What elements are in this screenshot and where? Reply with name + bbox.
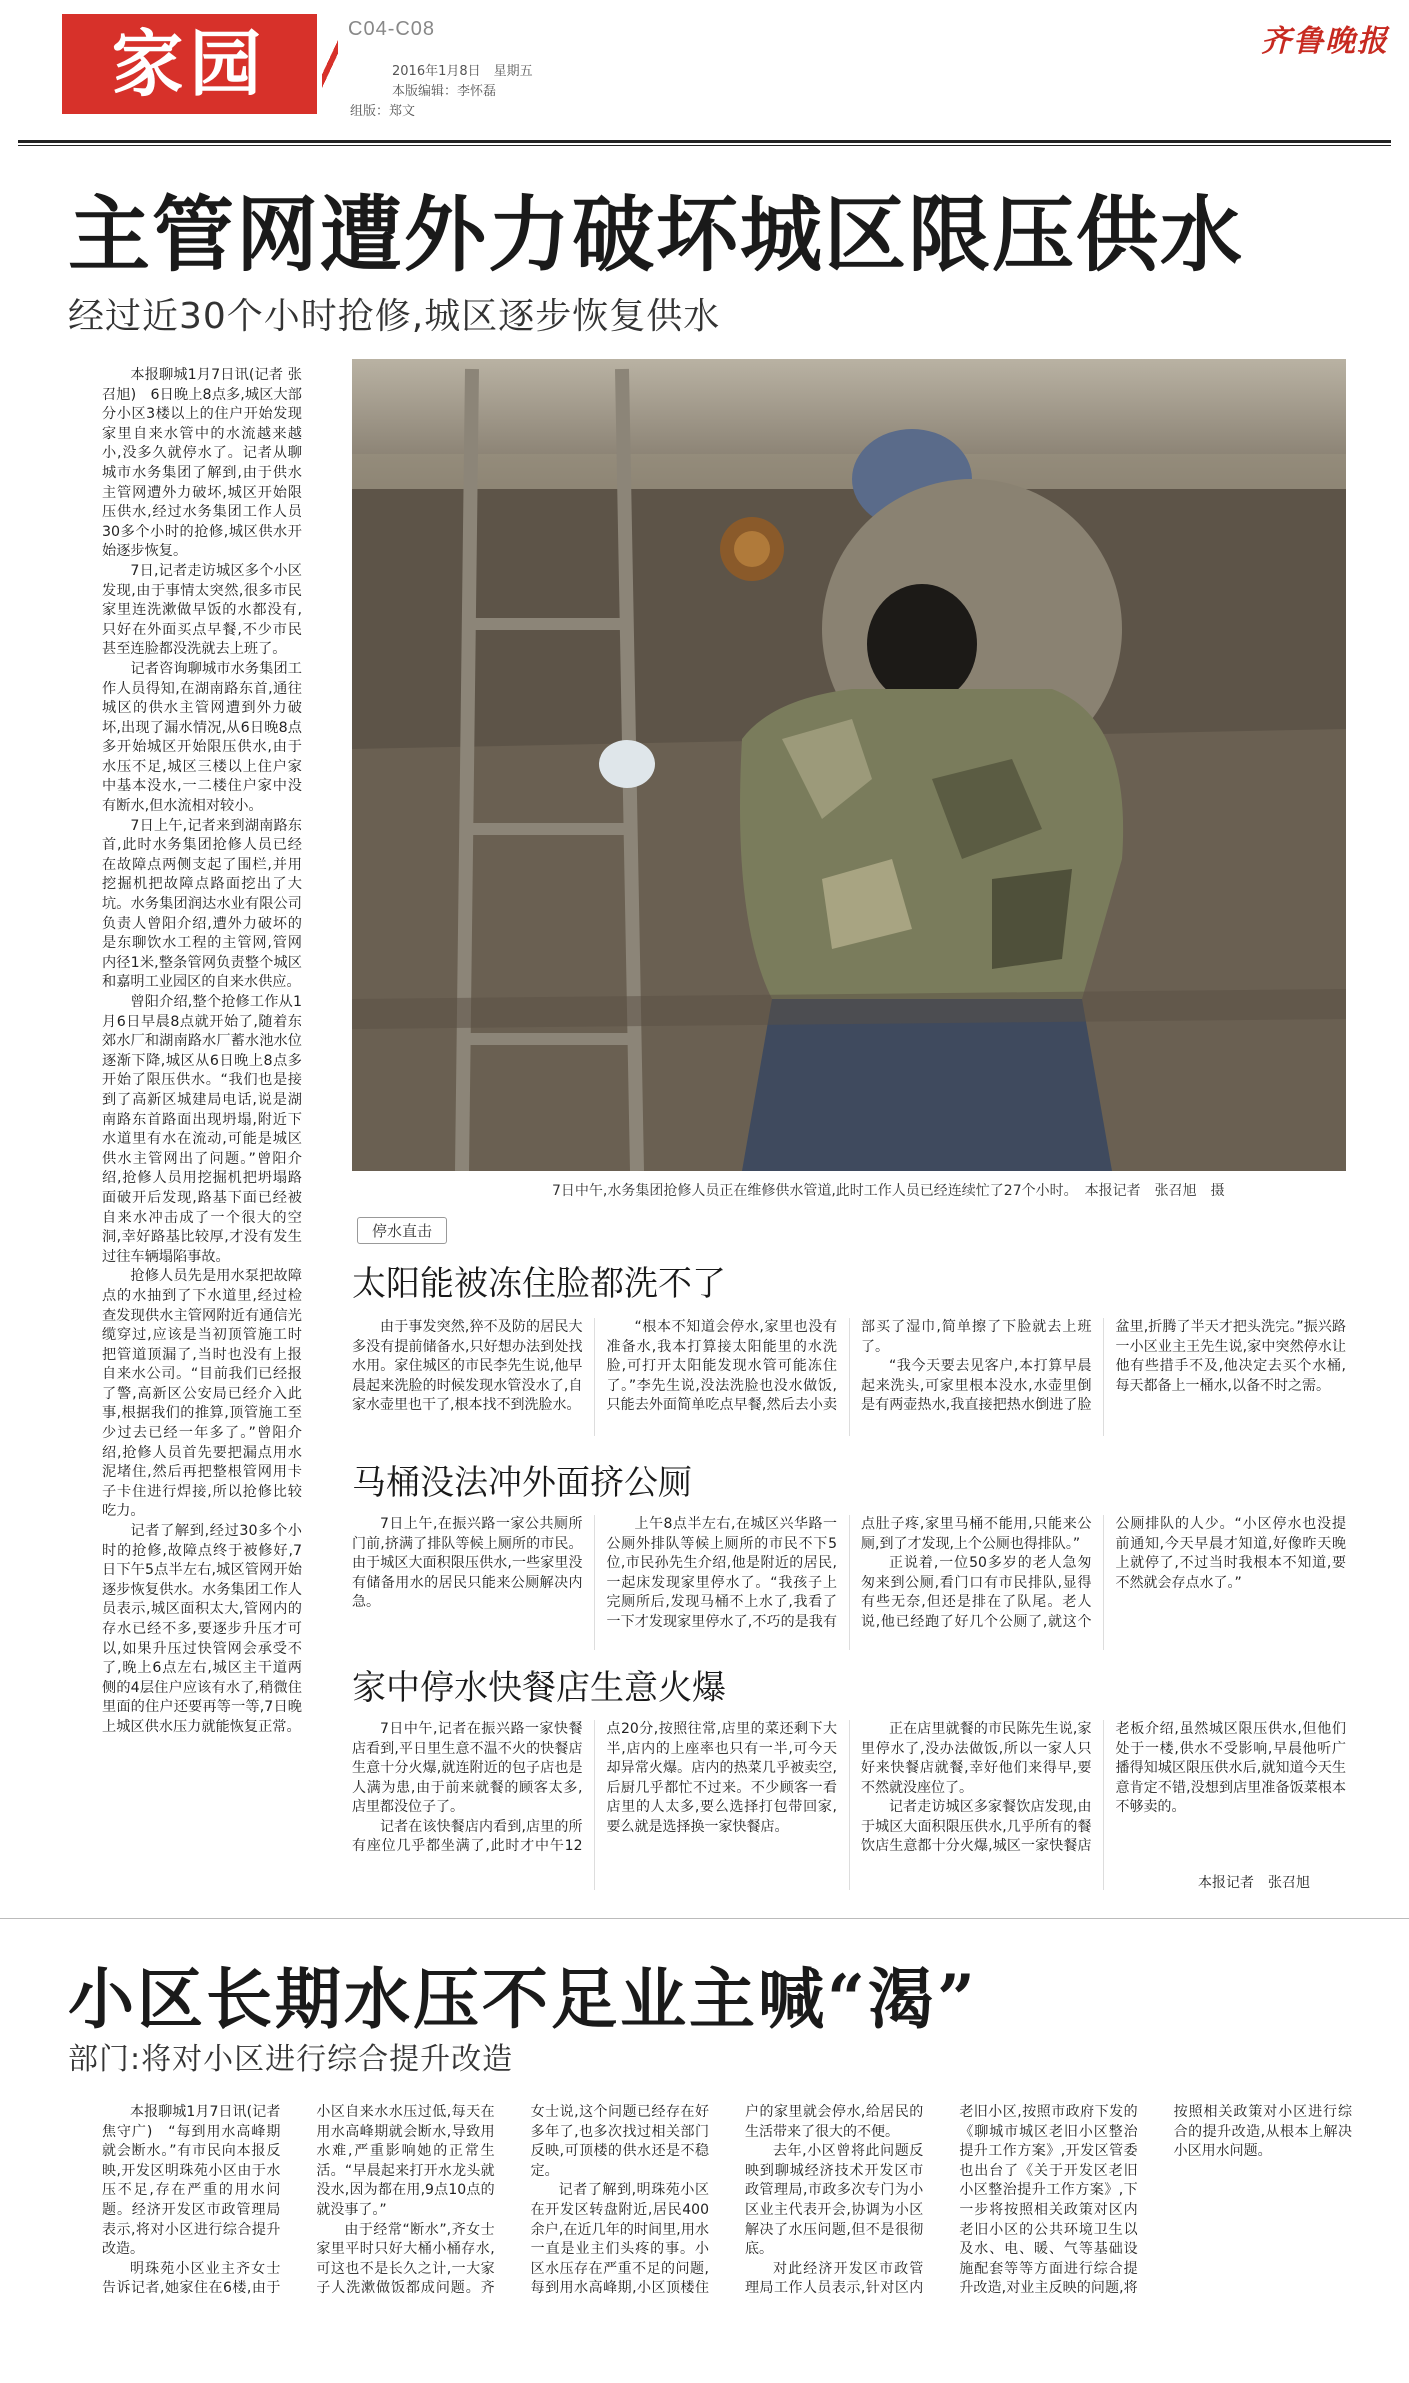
issue-date: 2016年1月8日 星期五 xyxy=(392,64,533,79)
article2-paragraph: 去年,小区曾将此问题反映到聊城经济技术开发区市政管理局,市政多次专门为小区业主代表开会,协调为小区解决了水压问题,但不是很彻底。 xyxy=(744,2143,924,2258)
section-paragraph: “我今天要去见客户,本打算早晨起来洗头,可家里根本没水,水壶里倒是有两壶热水,我直接把热水倒进了脸盆里,折腾了半天才把头洗完。”振兴路一小区业主王先生说,家中突然停水让他有些措手不及,他决定去买个水桶,每天都备上一桶水,以备不时之需。 xyxy=(861,1319,1346,1413)
section-paragraph: 记者在该快餐店内看到,店里的所有座位几乎都坐满了,此时才中午12点20分,按照往常,店里的菜还剩下大半,店内的上座率也只有一半,可今天却异常火爆。店内的热菜几乎被卖空,后厨几乎都忙不过来。不少顾客一看店里的人太多,要么选择打包带回家,要么就是选择换一家快餐店。 xyxy=(352,1721,837,1854)
main-subheadline: 经过近30个小时抢修,城区逐步恢复供水 xyxy=(68,296,721,337)
section-paragraph: 记者走访城区多家餐饮店发现,由于城区大面积限压供水,几乎所有的餐饮店生意都十分火爆,城区一家快餐店老板介绍,虽然城区限压供水,但他们处于一楼,供水不受影响,早晨他听广播得知城区限压供水后,就知道今天生意肯定不错,没想到店里准备饭菜根本不够卖的。 xyxy=(861,1721,1346,1854)
masthead-rule xyxy=(18,140,1391,143)
article2-paragraph: 明珠苑小区业主齐女士告诉记者,她家住在6楼,由于小区自来水水压过低,每天在用水高峰期就会断水,导致用水难,严重影响她的正常生活。“早晨起来打开水龙头就没水,因为都在用,9点10点的就没事了。” xyxy=(102,2104,495,2297)
section-body xyxy=(352,1515,1346,1650)
article2-body xyxy=(102,2103,1352,2368)
article1-paragraph: 本报聊城1月7日讯(记者 张召旭) 6日晚上8点多,城区大部分小区3楼以上的住户开始发现家里自来水管中的水流越来越小,没多久就停水了。记者从聊城市水务集团了解到,由于供水主管网遭外力破坏,城区开始限压供水,经过水务集团工作人员30多个小时的抢修,城区供水开始逐步恢复。 xyxy=(102,367,302,560)
section-title: 太阳能被冻住脸都洗不了 xyxy=(352,1264,726,1304)
main-headline: 主管网遭外力破坏城区限压供水 xyxy=(68,187,1245,283)
article2-paragraph: 本报聊城1月7日讯(记者 焦守广) “每到用水高峰期就会断水。”有市民向本报反映,开发区明珠苑小区由于水压不足,存在严重的用水问题。经济开发区市政管理局表示,将对小区进行综合提升改造。 xyxy=(102,2104,281,2258)
section-body xyxy=(352,1318,1346,1436)
article2-paragraph: 记者了解到,明珠苑小区在开发区转盘附近,居民400余户,在近几年的时间里,用水一直是业主们头疼的事。小区水压存在严重不足的问题,每到用水高峰期,小区顶楼住户的家里就会停水,给居民的生活带来了很大的不便。 xyxy=(530,2104,924,2297)
section-paragraph: 7日上午,在振兴路一家公共厕所门前,挤满了排队等候上厕所的市民。由于城区大面积限压供水,一些家里没有储备用水的居民只能来公厕解决内急。 xyxy=(352,1516,583,1610)
section-byline: 本报记者 张召旭 xyxy=(1198,1875,1310,1891)
sidebar-tag: 停水直击 xyxy=(357,1217,447,1244)
photo-caption: 7日中午,水务集团抢修人员正在维修供水管道,此时工作人员已经连续忙了27个小时。 本报记者 张召旭 摄 xyxy=(552,1183,1225,1199)
section-paragraph: 7日中午,记者在振兴路一家快餐店看到,平日里生意不温不火的快餐店生意十分火爆,就连附近的包子店也是人满为患,由于前来就餐的顾客太多,店里都没位子了。 xyxy=(352,1721,583,1815)
second-headline: 小区长期水压不足业主喊“渴” xyxy=(68,1960,978,2038)
repair-photo xyxy=(352,359,1346,1171)
logo-divider xyxy=(322,14,338,114)
section-title: 家中停水快餐店生意火爆 xyxy=(352,1668,726,1708)
article1-paragraph: 抢修人员先是用水泵把故障点的水抽到了下水道里,经过检查发现供水主管网附近有通信光缆穿过,应该是当初顶管施工时把管道顶漏了,当时也没有上报自来水公司。“目前我们已经报了警,高新区公安局已经介入此事,根据我们的推算,顶管施工至少过去已经一年多了。”曾阳介绍,抢修人员首先要把漏点用水泥堵住,然后再把整根管网用卡子卡住进行焊接,所以抢修比较吃力。 xyxy=(102,1268,302,1520)
article2-paragraph: 由于经常“断水”,齐女士家里平时只好大桶小桶存水,可这也不是长久之计,一大家子人洗漱做饭都成问题。齐女士说,这个问题已经存在好多年了,也多次找过相关部门反映,可顶楼的供水还是不稳定。 xyxy=(316,2104,709,2297)
section-title: 马桶没法冲外面挤公厕 xyxy=(352,1463,692,1503)
article1-paragraph: 记者咨询聊城市水务集团工作人员得知,在湖南路东首,通往城区的供水主管网遭到外力破坏,出现了漏水情况,从6日晚8点多开始城区开始限压供水,由于水压不足,城区三楼以上住户家中基本没水,一二楼住户家中没有断水,但水流相对较小。 xyxy=(102,660,302,815)
section-paragraph: 由于事发突然,猝不及防的居民大多没有提前储备水,只好想办法到处找水用。家住城区的市民李先生说,他早晨起来洗脸的时候发现水管没水了,自家水壶里也干了,根本找不到洗脸水。 xyxy=(352,1319,583,1413)
section-paragraph: “根本不知道会停水,家里也没有准备水,我本打算接太阳能里的水洗脸,可打开太阳能发现水管可能冻住了。”李先生说,没法洗脸也没水做饭,只能去外面简单吃点早餐,然后去小卖部买了湿巾,简单擦了下脸就去上班了。 xyxy=(606,1319,1092,1413)
repair-photo-illustration xyxy=(352,359,1346,1171)
newspaper-brand: 齐鲁晚报 xyxy=(1261,24,1389,59)
article1-paragraph: 记者了解到,经过30多个小时的抢修,故障点终于被修好,7日下午5点半左右,城区管网开始逐步恢复供水。水务集团工作人员表示,城区面积太大,管网内的存水已经不多,要逐步升压才可以,如果升压过快管网会承受不了,晚上6点左右,城区主干道两侧的4层住户应该有水了,稍微住里面的住户还要再等一等,7日晚上城区供水压力就能恢复正常。 xyxy=(102,1523,302,1735)
article-divider xyxy=(0,1918,1409,1919)
page-editor: 本版编辑：李怀磊 xyxy=(392,84,497,99)
page-code: C04-C08 xyxy=(348,18,436,40)
page-layout-credit: 组版：郑文 xyxy=(350,104,416,119)
section-body xyxy=(352,1720,1346,1890)
article1-paragraph: 7日上午,记者来到湖南路东首,此时水务集团抢修人员已经在故障点两侧支起了围栏,并用挖掘机把故障点路面挖出了大坑。水务集团润达水业有限公司负责人曾阳介绍,遭外力破坏的是东聊饮水工程的主管网,管网内径1米,整条管网负责整个城区和嘉明工业园区的自来水供应。 xyxy=(102,817,302,991)
article1-body xyxy=(102,366,302,1896)
masthead-rule-thin xyxy=(18,145,1391,146)
section-paragraph: 正在店里就餐的市民陈先生说,家里停水了,没办法做饭,所以一家人只好来快餐店就餐,幸好他们来得早,要不然就没座位了。 xyxy=(861,1721,1092,1796)
article1-paragraph: 曾阳介绍,整个抢修工作从1月6日早晨8点就开始了,随着东郊水厂和湖南路水厂蓄水池水位逐渐下降,城区从6日晚上8点多开始了限压供水。“我们也是接到了高新区城建局电话,说是湖南路东首路面出现坍塌,附近下水道里有水在流动,可能是城区供水主管网出了问题。”曾阳介绍,抢修人员用挖掘机把坍塌路面破开后发现,路基下面已经被自来水冲击成了一个很大的空洞,幸好路基比较厚,才没有发生过往车辆塌陷事故。 xyxy=(102,994,302,1265)
section-logo: 家园 xyxy=(62,14,317,114)
section-paragraph: 正说着,一位50多岁的老人急匆匆来到公厕,看门口有市民排队,显得有些无奈,但还是排在了队尾。老人说,他已经跑了好几个公厕了,就这个公厕排队的人少。“小区停水也没提前通知,今天早晨才知道,好像昨天晚上就停了,不过当时我根本不知道,要不然就会存点水了。” xyxy=(861,1516,1346,1630)
article1-paragraph: 7日,记者走访城区多个小区发现,由于事情太突然,很多市民家里连洗漱做早饭的水都没有,只好在外面买点早餐,不少市民甚至连脸都没洗就去上班了。 xyxy=(102,562,302,658)
second-subheadline: 部门:将对小区进行综合提升改造 xyxy=(68,2042,514,2077)
section-paragraph: 上午8点半左右,在城区兴华路一公厕外排队等候上厕所的市民不下5位,市民孙先生介绍,他是附近的居民,一起床发现家里停水了。“我孩子上完厕所后,发现马桶不上水了,我看了一下才发现家里停水了,不巧的是我有点肚子疼,家里马桶不能用,只能来公厕,到了才发现,上个公厕也得排队。” xyxy=(606,1516,1092,1630)
article2-paragraph: 对此经济开发区市政管理局工作人员表示,针对区内老旧小区,按照市政府下发的《聊城市城区老旧小区整治提升工作方案》,开发区管委也出台了《关于开发区老旧小区整治提升工作方案》,下一步将按照相关政策对区内老旧小区的公共环境卫生以及水、电、暖、气等基础设施配套等等方面进行综合提升改造,对业主反映的问题,将按照相关政策对小区进行综合的提升改造,从根本上解决小区用水问题。 xyxy=(744,2104,1352,2297)
